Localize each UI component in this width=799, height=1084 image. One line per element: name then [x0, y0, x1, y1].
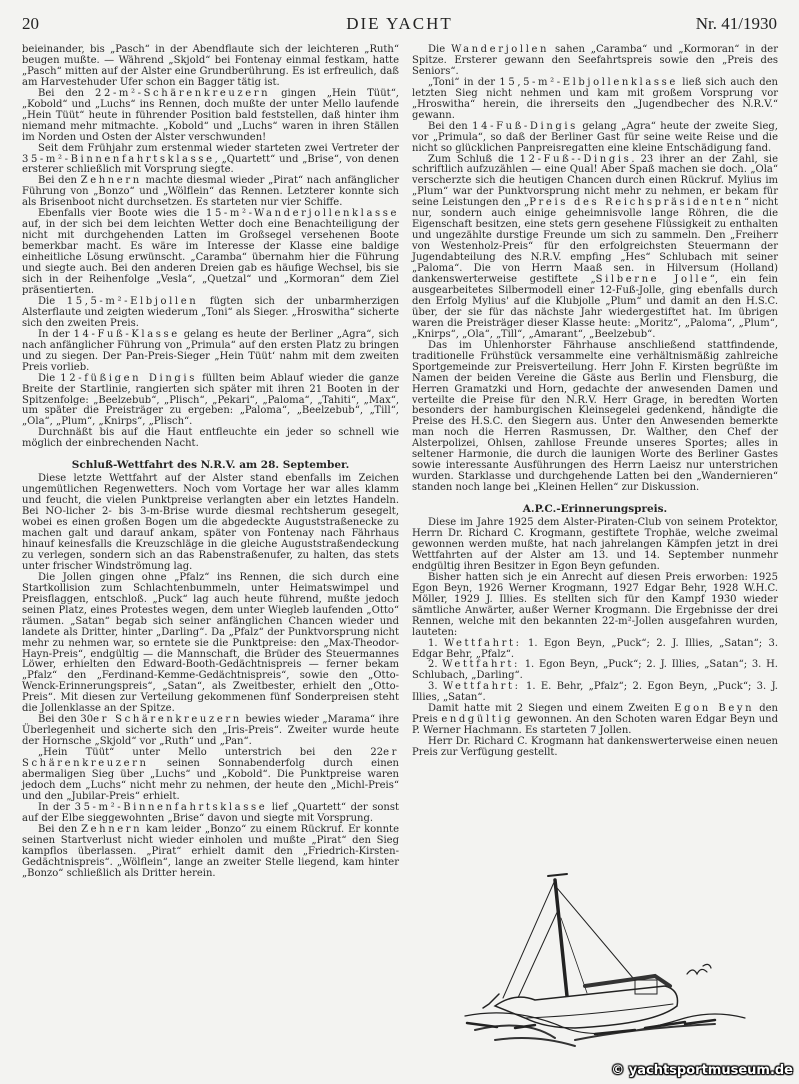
paragraph — [412, 704, 778, 737]
text-run: beieinander, bis „Pasch“ in der Abendflaute sich der leichteren „Ruth“ beugen mußte. — Während „Skjold“ bei Fontenay einmal festkam, hatte „Pasch“ mitten auf der Alster eine Grundberührung. Es ist erfreulich, daß am Harvestehuder Ufer schon ein Bagger tätig ist. — [22, 44, 399, 88]
spaced-emphasis: 22-m²-Schärenkreuzern — [95, 87, 271, 99]
text-run: “, ein fein ausgearbeitetes Silbermodell einer 12-Fuß-Jolle, ging ebenfalls durch den Erfolg Mylius' auf die Klubjolle „Plum“ und damit an den H.S.C. über, der sie für das nächste Jahr wiedergestiftet hat. Im übrigen waren die Preisträger dieser Klasse heute: „Moritz“, „Paloma“, „Plum“, „Knirps“, „Ola“, „Till“, „Amarant“, „Beelzebub“. — [412, 274, 778, 340]
text-run: Die — [38, 372, 61, 384]
text-run: Diese im Jahre 1925 dem Alster-Piraten-Club von seinem Protektor, Herrn Dr. Richard C. Krogmann, gestiftete Trophäe, welche zweimal gewonnen werden mußte, hat nach jahrelangen Kämpfen jetzt in drei Wettfahrten auf der Alster am 13. und 14. September nunmehr endgültig ihren Besitzer in Egon Beyn gefunden. — [412, 517, 778, 572]
text-run: füllten beim Ablauf wieder die ganze Breite der Startlinie, rangierten sich später mit ihren 21 Booten in der Spitzenfolge: „Beelzebub“, „Plisch“, „Pekari“, „Paloma“, „Tahiti“, „Max“, um später die Preisträger zu ergeben: „Paloma“, „Beelzebub“, „Till“, „Ola“, „Plum“, „Knirps“, „Plisch“. — [22, 372, 400, 428]
spaced-emphasis: Wanderjollen — [451, 44, 550, 55]
paragraph — [22, 374, 399, 429]
spaced-emphasis: Zehnern — [81, 823, 143, 835]
paragraph — [22, 428, 399, 450]
text-run: Bei den — [38, 823, 82, 835]
text-run: 3. — [428, 681, 443, 693]
text-run: kam leider „Bonzo“ zu einem Rückruf. Er konnte seinen Startverlust nicht wieder einholen und mußte „Pirat“ den Sieg kampflos überlassen. „Pirat“ erhielt damit den „Friedrich-Kirsten-Gedächtnispreis“. „Wölflein“, lange an zweiter Stelle liegend, kam hinter „Bonzo“ schließlich als Dritter herein. — [22, 823, 399, 879]
text-run: „Hein Tüüt“ unter Mello unterstrich bei den 22 — [38, 747, 384, 759]
text-run: Diese letzte Wettfahrt auf der Alster stand ebenfalls im Zeichen ungemütlichen Regenwetters. Noch vom Vortage her war alles klamm und feucht, die vielen Punktpreise verlangten aber ein letztes Handeln. Bei NO-licher 2- bis 3-m-Brise wurde diesmal rechtsherum gesegelt, wobei es einen großen Bogen um die abgedeckte Auguststraßenecke zu machen galt und darauf ankam, später von Fontenay nach Fährhaus hinauf keinesfalls die Kreuzschläge in die gleiche Auguststraßendeckung zu verlegen, sondern sich an das Rabenstraßenufer, zu halten, das stets unter frischer Windströmung lag. — [22, 473, 399, 572]
paragraph — [22, 89, 399, 144]
text-run: 1. Egon Beyn, „Puck“; 2. J. Illies, „Satan“; 3. Edgar Behr, „Pfalz“. — [412, 637, 778, 660]
text-run: Bei den — [38, 87, 96, 99]
text-run: lief „Quartett“ der sonst auf der Elbe sieggewohnten „Brise“ davon und siegte mit Vorsprung. — [22, 801, 399, 824]
section-heading: Schluß-Wettfahrt des N.R.V. am 28. September. — [71, 459, 350, 472]
text-run: den Preis — [412, 703, 778, 726]
text-run: fügten sich der unbarmherzigen Alsterflaute und zeigten wiederum „Toni“ als Sieger. „Hroswitha“ sicherte sich den zweiten Preis. — [22, 295, 400, 329]
paragraph — [412, 682, 778, 704]
spaced-emphasis: 12-füßigen Dingis — [60, 372, 197, 384]
text-run: Die Jollen gingen ohne „Pfalz“ ins Rennen, die sich durch eine Startkollision zum Schlachtenbummeln, unter Heimatswimpel und Preisflaggen, entschloß. „Puck“ lag auch heute führend, mußte jedoch seinen Platz, eines Protestes wegen, dem unter Wiegleb laufenden „Otto“ räumen. „Satan“ begab sich seiner anfänglichen Chancen wieder und landete als Dritter, hinter „Darling“. Da „Pfalz“ der Punktvorsprung nicht mehr zu nehmen war, so erntete sie die Punktpreise: den „Max-Theodor-Hayn-Preis“, endgültig — die Mannschaft, die Brüder des Steuermannes Löwer, erhielten den Edward-Booth-Gedächtnispreis — ferner bekam „Pfalz“ den „Ferdinand-Kemme-Gedächtnispreis“, sowie den „Otto-Wenck-Erinnerungspreis“, „Satan“, als Zweitbester, erhielt den „Otto-Preis“. Mit diesen zur Verteilung gekommenen fünf Sonderpreisen steht die Jollenklasse an der Spitze. — [22, 571, 399, 715]
text-run: Bei den — [38, 175, 81, 187]
text-run: Bei den 30 — [38, 714, 94, 726]
text-run: Die — [38, 295, 67, 307]
text-run: 1. — [428, 637, 444, 649]
paragraph — [22, 209, 399, 297]
right-column — [412, 45, 778, 759]
text-run: ließ sich auch den letzten Sieg nicht nehmen und kam mit großem Vorsprung vor „Hroswitha“ herein, die ihrerseits den „Jugendbecher des N.R.V.“ gewann. — [412, 76, 778, 121]
spaced-emphasis: 35-m²-Binnenfahrtsklasse — [74, 801, 268, 813]
spaced-emphasis: 12-Fuß--Dingis — [519, 153, 632, 165]
text-run: 2. — [428, 659, 443, 671]
spaced-emphasis: Wettfahrt: — [443, 637, 522, 649]
section-heading: A.P.C.-Erinnerungspreis. — [522, 503, 668, 516]
text-run: „Toni“ in der — [428, 76, 500, 88]
text-run: Ebenfalls vier Boote wies die — [38, 208, 206, 220]
text-run: Durchnäßt bis auf die Haut entfleuchte ein jeder so schnell wie möglich der einbrechenden Nacht. — [22, 427, 399, 450]
text-run: Bei den — [428, 120, 473, 132]
text-run: In der — [38, 801, 75, 813]
text-run: gewonnen. An den Schoten waren Edgar Beyn und P. Werner Hachmann. Es starteten 7 Jollen. — [412, 714, 778, 737]
left-column — [22, 45, 399, 880]
paragraph — [22, 573, 399, 715]
paragraph — [412, 78, 778, 122]
spaced-emphasis: er Schärenkreuzern — [22, 747, 399, 770]
paragraph — [22, 715, 399, 748]
text-run: “ nicht nur, sondern auch einige geheimnisvolle lange Röhren, die die Eigenschaft besitzen, eine stets gern gesehene Flüssigkeit zu enthalten und ungezählte durstige Freunde um sich zu sammeln. Den „Freiherr von Westenholz-Preis“ für den erfolgreichsten Steuermann der Jugendabteilung des N.R.V. empfing „Hes“ Schlubach mit seiner „Paloma“. Die von Herrn Maaß sen. in Hilversum (Holland) dankenswerterweise gestiftete „ — [412, 197, 778, 286]
watermark: © yachtsportmuseum.de — [611, 1063, 793, 1078]
paragraph — [412, 155, 778, 341]
text-run: Seit dem Frühjahr zum erstenmal wieder starteten zwei Vertreter der — [38, 142, 399, 154]
paragraph — [412, 573, 778, 639]
spaced-emphasis: 15,5-m²-Elbjollen — [66, 295, 199, 307]
spaced-emphasis: Preis des Reichspräsidenten — [529, 197, 744, 209]
page-number: 20 — [22, 14, 39, 33]
text-run: gingen „Hein Tüüt“, „Kobold“ und „Luchs“ ins Rennen, doch mußte der unter Mello laufende „Hein Tüüt“ heute in führender Position bald feststellen, daß hinter ihm niemand mehr mitmachte. „Kobold“ und „Luchs“ waren in ihren Ställen im Norden und Osten der Alster verschwunden! — [22, 87, 399, 143]
text-run: seinen Sonnabenderfolg durch einen abermaligen Sieg über „Luchs“ und „Kobold“. Die Punktpreise waren jedoch dem „Luchs“ nicht mehr zu nehmen, der heute den „Michl-Preis“ und den „Jubilar-Preis“ erhielt. — [22, 758, 399, 802]
spaced-emphasis: 14-Fuß-Klasse — [73, 328, 180, 340]
magazine-title: DIE YACHT — [346, 14, 453, 33]
paragraph — [412, 341, 778, 494]
text-run: Herr Dr. Richard C. Krogmann hat dankenswerterweise einen neuen Preis zur Verfügung gestellt. — [412, 736, 778, 759]
text-run: In der — [38, 328, 74, 340]
paragraph — [412, 639, 778, 661]
spaced-emphasis: 14-Fuß-Dingis — [472, 120, 578, 132]
paragraph — [22, 748, 399, 803]
text-run: gelang es heute der Berliner „Agra“, sich nach anfänglicher Führung von „Primula“ auf den ersten Platz zu bringen und zu siegen. Der Pan-Preis-Sieger „Hein Tüüt‘ nahm mit dem zweiten Preis vorlieb. — [22, 328, 399, 373]
text-run: 1. Egon Beyn, „Puck“; 2. J. Illies, „Satan“; 3. H. Schlubach, „Darling“. — [412, 659, 778, 682]
paragraph — [412, 737, 778, 759]
issue-number: Nr. 41/1930 — [695, 14, 777, 33]
text-run: gelang „Agra“ heute der zweite Sieg, vor „Primula“, so daß der Berliner Gast für seine weite Reise und die nicht so glücklichen Panpreisregatten eine kleine Entschädigung fand. — [412, 120, 778, 154]
paragraph — [22, 176, 399, 209]
spaced-emphasis: Zehnern — [80, 175, 142, 187]
text-run: Das im Uhlenhorster Fährhause anschließend stattfindende, traditionelle Frühstück versammelte eine verhältnismäßig zahlreiche Sportgemeinde zur Preisverteilung. Herr John F. Kirsten begrüßte im Namen der beiden Vereine die Gäste aus Berlin und Flensburg, die Herren Gramatzki und Horn, gedachte der anwesenden Damen und verteilte die Preise für den N.R.V. Herr Grage, in beredten Worten besonders der hamburgischen Kleinsegelei gedenkend, händigte die Preise des H.S.C. den Siegern aus. Unter den Anwesenden bemerkte man noch die Herren Rasmussen, Dr. Walther, den Chef der Alsterpolizei, Ohlsen, zahllose Freunde unseres Sportes; alles in seltener Harmonie, die durch die launigen Worte des Berliner Gastes sowie interessante Ausführungen des Herrn Laeisz nur unterstrichen wurden. Starklasse und durchgehende Latten bei den „Wandernieren“ standen noch lange bei „Kleinen Hellen“ zur Diskussion. — [412, 339, 778, 494]
text-run: . 23 ihrer an der Zahl, sie schriftlich aufzuzählen — eine Qual! Aber Spaß machen sie doch. „Ola“ verscherzte sich die heutigen Chancen durch einen Rückruf. Mylius im „Plum“ war der Punktvorsprung nicht mehr zu nehmen, er bekam für seine Leistungen den „ — [412, 153, 778, 209]
paragraph — [22, 803, 399, 825]
text-run: Zum Schluß die — [428, 153, 520, 165]
paragraph — [22, 825, 399, 880]
paragraph — [412, 660, 778, 682]
text-run: , „Quartett“ und „Brise“, von denen ersterer schließlich mit Vorsprung siegte. — [22, 153, 399, 176]
paragraph — [412, 45, 778, 78]
paragraph — [22, 297, 399, 330]
paragraph — [412, 122, 778, 155]
spaced-emphasis: er Schärenkreuzern — [93, 714, 242, 726]
sailboat-illustration — [455, 868, 755, 1048]
spaced-emphasis: Egon Beyn — [674, 703, 755, 715]
spaced-emphasis: 15-m²-Wanderjollenklasse — [205, 208, 399, 220]
text-run: bewies wieder „Marama“ ihre Überlegenheit und sicherte sich den „Iris-Preis“. Zweiter wurde heute der Hornsche „Skjold“ vor „Ruth“ und „Pan“. — [22, 714, 399, 748]
text-run: Die — [428, 44, 452, 55]
spaced-emphasis: Wettfahrt: — [442, 681, 521, 693]
spaced-emphasis: Wettfahrt: — [442, 659, 520, 671]
spaced-emphasis: endgültig — [441, 714, 514, 726]
spaced-emphasis: Silberne Jolle — [595, 274, 710, 286]
paragraph — [22, 45, 399, 89]
paragraph — [22, 474, 399, 573]
text-run: Damit hatte mit 2 Siegen und einem Zweiten — [428, 703, 675, 715]
text-run: Bisher hatten sich je ein Anrecht auf diesen Preis erworben: 1925 Egon Beyn, 1926 Werner Krogmann, 1927 Edgar Behr, 1928 W.H.C. Möller, 1929 J. Illies. Es stellten sich für den Kampf 1930 wieder sämtliche Anwärter, außer Werner Krogmann. Die Ergebnisse der drei Rennen, welche mit den bekannten 22-m²-Jollen ausgefahren wurden, lauteten: — [412, 571, 778, 638]
paragraph — [22, 144, 399, 177]
text-run: 1. E. Behr, „Pfalz“; 2. Egon Beyn, „Puck“; 3. J. Illies, „Satan“. — [412, 681, 778, 704]
text-run: sahen „Caramba“ und „Kormoran“ in der Spitze. Ersterer gewann den Seefahrtspreis sowie den „Preis des Seniors“. — [412, 44, 778, 77]
spaced-emphasis: 15,5-m²-Elbjollenklasse — [499, 76, 678, 88]
text-run: auf, in der sich bei dem leichten Wetter doch eine Benachteiligung der nicht mit durchgehenden Latten im Großsegel versehenen Boote bemerkbar macht. Es wäre im Interesse der Klasse eine baldige einheitliche Lösung erwünscht. „Caramba“ übernahm hier die Führung und siegte auch. Bei den anderen Dreien gab es häufige Wechsel, bis sie sich in der Reihenfolge „Vesla“, „Quetzal“ und „Kormoran“ dem Ziel präsentierten. — [22, 219, 399, 296]
text-run: machte diesmal wieder „Pirat“ nach anfänglicher Führung von „Bonzo“ und „Wölflein“ das Rennen. Letzterer konnte sich als Brisenboot nicht durchsetzen. Es starteten nur vier Schiffe. — [22, 175, 399, 209]
spaced-emphasis: 35-m²-Binnenfahrtsklasse — [22, 153, 215, 165]
paragraph — [412, 518, 778, 573]
paragraph — [22, 330, 399, 374]
